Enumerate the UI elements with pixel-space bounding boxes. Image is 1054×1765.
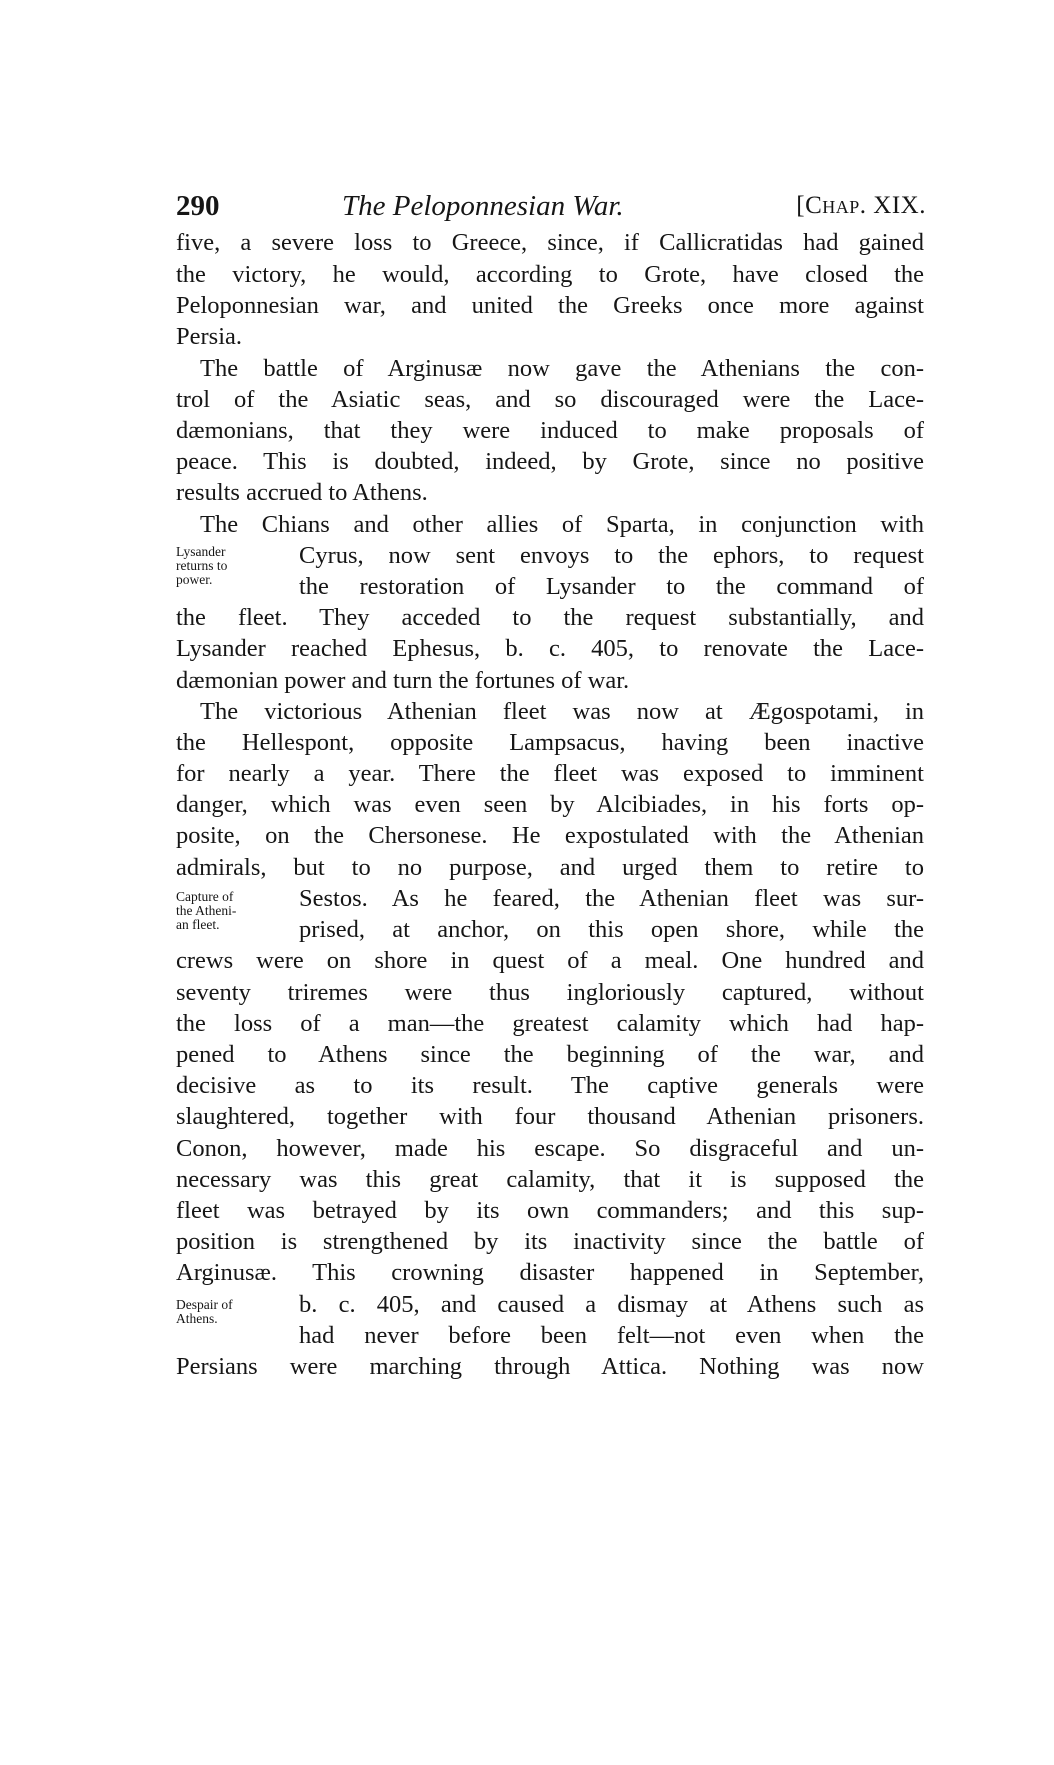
- margin-note-line: an fleet.: [176, 917, 220, 932]
- margin-note-line: the Atheni-: [176, 903, 237, 918]
- margin-note-despair: [176, 1298, 266, 1326]
- text-line: b. c. 405, and caused a dismay at Athens such as: [299, 1291, 924, 1318]
- running-title: The Peloponnesian War.: [342, 190, 624, 222]
- text-line: The battle of Arginusæ now gave the Athenians the con-: [200, 355, 924, 382]
- text-line: Persia.: [176, 323, 242, 350]
- text-line: results accrued to Athens.: [176, 479, 428, 506]
- text-line: pened to Athens since the beginning of the war, and: [176, 1041, 924, 1068]
- text-line: decisive as to its result. The captive generals were: [176, 1072, 924, 1099]
- text-line: Sestos. As he feared, the Athenian fleet was sur-: [299, 885, 924, 912]
- text-line: The victorious Athenian fleet was now at Ægospotami, in: [200, 698, 924, 725]
- text-line: Conon, however, made his escape. So disgraceful and un-: [176, 1135, 924, 1162]
- margin-note-capture: [176, 890, 266, 932]
- text-line: necessary was this great calamity, that it is supposed the: [176, 1166, 924, 1193]
- text-line: Persians were marching through Attica. Nothing was now: [176, 1353, 924, 1380]
- text-line: peace. This is doubted, indeed, by Grote, since no positive: [176, 448, 924, 475]
- text-line: Arginusæ. This crowning disaster happened in September,: [176, 1259, 924, 1286]
- text-line: posite, on the Chersonese. He expostulated with the Athenian: [176, 822, 924, 849]
- text-line: Cyrus, now sent envoys to the ephors, to request: [299, 542, 924, 569]
- text-line: had never before been felt—not even when the: [299, 1322, 924, 1349]
- text-line: the Hellespont, opposite Lampsacus, having been inactive: [176, 729, 924, 756]
- text-line: the restoration of Lysander to the command of: [299, 573, 924, 600]
- text-line: prised, at anchor, on this open shore, while the: [299, 916, 924, 943]
- text-line: the loss of a man—the greatest calamity which had hap-: [176, 1010, 924, 1037]
- text-line: The Chians and other allies of Sparta, in conjunction with: [200, 511, 924, 538]
- text-line: Peloponnesian war, and united the Greeks once more against: [176, 292, 924, 319]
- page-number: 290: [176, 190, 220, 222]
- text-line: fleet was betrayed by its own commanders; and this sup-: [176, 1197, 924, 1224]
- text-line: position is strengthened by its inactivity since the battle of: [176, 1228, 924, 1255]
- text-line: dæmonians, that they were induced to make proposals of: [176, 417, 924, 444]
- text-line: Lysander reached Ephesus, b. c. 405, to renovate the Lace-: [176, 635, 924, 662]
- text-line: five, a severe loss to Greece, since, if Callicratidas had gained: [176, 229, 924, 256]
- text-line: the victory, he would, according to Grote, have closed the: [176, 261, 924, 288]
- text-line: seventy triremes were thus ingloriously captured, without: [176, 979, 924, 1006]
- text-line: crews were on shore in quest of a meal. One hundred and: [176, 947, 924, 974]
- margin-note-line: Despair of: [176, 1297, 233, 1312]
- text-line: danger, which was even seen by Alcibiades, in his forts op-: [176, 791, 924, 818]
- text-line: trol of the Asiatic seas, and so discouraged were the Lace-: [176, 386, 924, 413]
- chapter-label: [Chap. XIX.: [796, 192, 926, 219]
- margin-note-line: Lysander: [176, 544, 226, 559]
- text-line: dæmonian power and turn the fortunes of war.: [176, 667, 630, 694]
- text-line: for nearly a year. There the fleet was exposed to imminent: [176, 760, 924, 787]
- text-line: the fleet. They acceded to the request substantially, and: [176, 604, 924, 631]
- margin-note-line: Athens.: [176, 1311, 218, 1326]
- text-line: slaughtered, together with four thousand Athenian prisoners.: [176, 1103, 924, 1130]
- margin-note-line: returns to: [176, 558, 228, 573]
- margin-note-line: power.: [176, 572, 213, 587]
- margin-note-line: Capture of: [176, 889, 234, 904]
- margin-note-lysander: [176, 545, 266, 587]
- text-line: admirals, but to no purpose, and urged them to retire to: [176, 854, 924, 881]
